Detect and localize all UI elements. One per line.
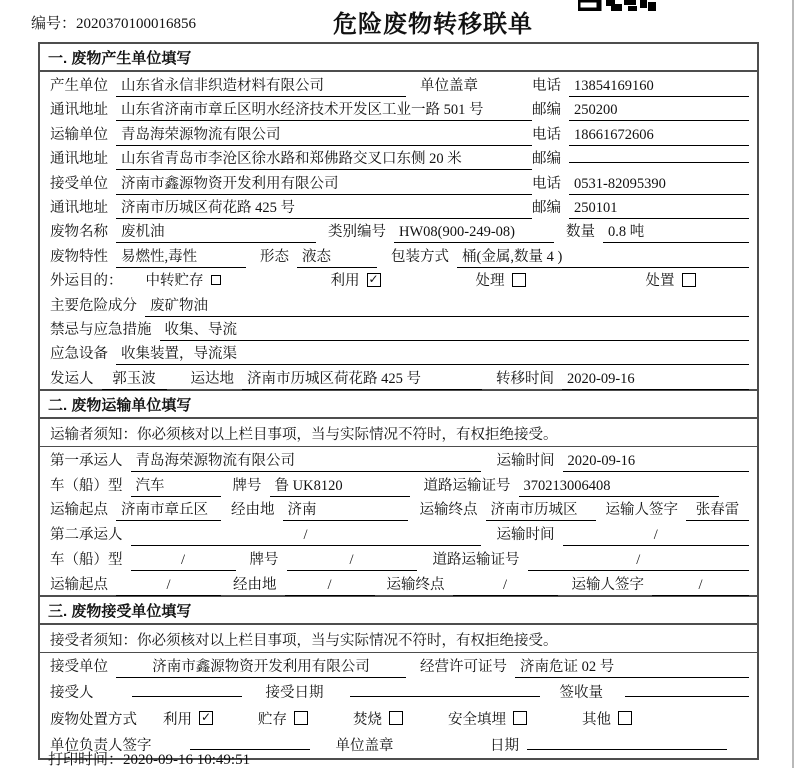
address-label: 通讯地址: [50, 102, 108, 119]
route-end-label: 运输终点: [386, 576, 445, 593]
receiver-notice-row: [40, 625, 757, 653]
phone-label: 电话: [532, 175, 561, 192]
option-label: 其他: [582, 711, 611, 728]
option-label: 安全填埋: [448, 711, 506, 728]
transport-notice-text: 运输者须知：你必须核对以上栏目事项，当与实际情况不符时，有权拒绝接受。: [50, 427, 558, 444]
transporter-zip-group: [532, 147, 749, 168]
producer-zip-group: [532, 98, 749, 121]
manifest-form: [38, 42, 759, 760]
phone-label: 电话: [532, 126, 561, 143]
address-label: 通讯地址: [50, 151, 108, 168]
producer-value: 山东省永信非织造材料有限公司: [116, 74, 406, 97]
unit-seal-label: 单位盖章: [335, 737, 394, 754]
carrier2-label: 第二承运人: [50, 527, 123, 544]
transporter-phone-group: [532, 123, 749, 146]
waste-name-value: 废机油: [116, 220, 316, 243]
hazard-components-row: [40, 292, 757, 316]
sign-date-group: [490, 734, 749, 755]
acceptor-label: 接受人: [50, 685, 94, 702]
shipper-label: 发运人: [50, 370, 94, 387]
page-title: 危险废物转移联单: [333, 11, 533, 38]
producer-phone-group: [532, 74, 749, 97]
purpose-option-treat: [476, 269, 526, 290]
checkbox-unchecked: [513, 711, 527, 725]
emergency-equipment-value: 收集装置，导流渠: [116, 342, 749, 365]
destination-label: 运达地: [190, 370, 234, 387]
waste-code-label: 类别编号: [328, 224, 386, 241]
purpose-option-utilize: [331, 269, 381, 290]
transport-time-label: 运输时间: [496, 527, 555, 544]
route-end-label: 运输终点: [419, 502, 478, 519]
print-time: [48, 748, 250, 769]
road-permit-label: 道路运输证号: [423, 477, 511, 494]
transporter-row: [40, 121, 757, 145]
checkbox-checked: [199, 711, 213, 725]
plate-label: 牌号: [232, 477, 262, 494]
print-time-value: 2020-09-16 10:49:51: [123, 752, 251, 768]
emergency-equipment-row: [40, 340, 757, 364]
zip-label: 邮编: [532, 199, 561, 216]
disposal-method-row: [40, 706, 757, 732]
carrier-sign-label: 运输人签字: [605, 502, 678, 519]
transport-time-label: 运输时间: [496, 453, 555, 470]
option-label: 焚烧: [353, 711, 382, 728]
disposal-option-other: [582, 708, 632, 729]
carrier-sign-label: 运输人签字: [571, 576, 644, 593]
receiver-phone-group: [532, 172, 749, 195]
accept-unit-value: 济南市鑫源物资开发利用有限公司: [116, 655, 406, 678]
vehicle-type-value: /: [131, 552, 236, 571]
route-end-value: /: [453, 577, 558, 596]
carrier2-value: /: [131, 527, 481, 546]
plate-value: /: [287, 552, 417, 571]
waste-traits-value: 易燃性,毒性: [116, 245, 246, 268]
route-start-label: 运输起点: [50, 576, 108, 593]
zip-value: 250200: [569, 102, 749, 121]
license-value: 济南危证 02 号: [515, 655, 749, 678]
disposal-option-incinerate: [353, 708, 403, 729]
road-permit-value: /: [528, 552, 750, 571]
producer-address-row: [40, 96, 757, 120]
receiver-notice-text: 接受者须知：你必须核对以上栏目事项，当与实际情况不符时，有权拒绝接受。: [50, 633, 558, 650]
transfer-time-value: 2020-09-16: [562, 371, 749, 390]
hazard-label: 主要危险成分: [50, 297, 137, 314]
checkbox-unchecked: [211, 275, 221, 285]
section-transport-header: 二. 废物运输单位填写: [40, 389, 757, 419]
transporter-address-row: [40, 145, 757, 169]
checkbox-unchecked: [618, 711, 632, 725]
check-mark: ✓: [200, 710, 212, 725]
transfer-purpose-row: [40, 267, 757, 291]
waste-form-label: 形态: [260, 248, 289, 265]
receiver-address-row: [40, 194, 757, 218]
route-via-value: 济南: [283, 498, 408, 521]
license-label: 经营许可证号: [420, 659, 507, 676]
producer-row: [40, 72, 757, 96]
shipper-row: [40, 365, 757, 389]
carrier1-value: 青岛海荣源物流有限公司: [131, 449, 481, 472]
accept-date-label: 接受日期: [265, 685, 324, 702]
receiver-label: 接受单位: [50, 175, 108, 192]
form-number-value: 2020370100016856: [76, 16, 197, 32]
waste-code-value: HW08(900-249-08): [394, 224, 554, 243]
transfer-time-label: 转移时间: [496, 370, 554, 387]
section-producer-header: 一. 废物产生单位填写: [40, 44, 757, 72]
route2-row: [40, 571, 757, 596]
form-number-label: 编号：: [31, 16, 77, 32]
disposal-option-landfill: [448, 708, 527, 729]
purpose-option-dispose: [646, 269, 696, 290]
route1-row: [40, 496, 757, 521]
accept-unit-row: [40, 653, 757, 679]
transport-notice-row: [40, 419, 757, 447]
transfer-purpose-label: 外运目的：: [50, 273, 123, 290]
packaging-value: 桶(金属,数量 4 ): [457, 245, 749, 268]
route-start-value: 济南市章丘区: [116, 498, 221, 521]
disposal-option-utilize: [163, 708, 213, 729]
road-permit-value: 370213006408: [519, 478, 720, 497]
section-transport: [40, 389, 757, 595]
received-qty-label: 签收量: [559, 685, 603, 702]
vehicle2-row: [40, 546, 757, 571]
accept-unit-label: 接受单位: [50, 659, 108, 676]
waste-form-value: 液态: [297, 245, 377, 268]
acceptor-row: [40, 679, 757, 705]
page-edge-line: [792, 0, 794, 768]
vehicle-type-label: 车（船）型: [50, 551, 123, 568]
route-start-label: 运输起点: [50, 502, 108, 519]
route-via-value: /: [285, 577, 375, 596]
option-label: 贮存: [258, 711, 287, 728]
checkbox-unchecked: [512, 273, 526, 287]
check-mark: ✓: [368, 271, 379, 286]
vehicle-type-value: 汽车: [131, 474, 221, 497]
checkbox-unchecked: [682, 273, 696, 287]
section-receiver: [40, 595, 757, 758]
route-via-label: 经由地: [233, 576, 277, 593]
option-label: 利用: [163, 711, 192, 728]
option-label: 处理: [475, 273, 505, 290]
waste-traits-label: 废物特性: [50, 248, 108, 265]
disposal-method-label: 废物处置方式: [50, 711, 137, 728]
address-value: 山东省济南市章丘区明水经济技术开发区工业一路 501 号: [116, 98, 532, 121]
carrier-sign-value: 张春雷: [686, 498, 749, 521]
receiver-value: 济南市鑫源物资开发利用有限公司: [116, 172, 532, 195]
responsible-sign-label: 单位负责人签字: [50, 737, 152, 754]
option-label: 利用: [330, 273, 360, 290]
emergency-measures-label: 禁忌与应急措施: [50, 321, 152, 338]
checkbox-unchecked: [294, 711, 308, 725]
transport-time-value: /: [563, 527, 750, 546]
emergency-measures-value: 收集、导流: [160, 318, 750, 341]
route-start-value: /: [116, 577, 221, 596]
option-label: 处置: [645, 273, 675, 290]
destination-value: 济南市历城区荷花路 425 号: [242, 367, 482, 390]
zip-value: 250101: [569, 200, 749, 219]
date-value: [527, 748, 727, 750]
address-label: 通讯地址: [50, 199, 108, 216]
plate-label: 牌号: [249, 551, 279, 568]
carrier1-label: 第一承运人: [50, 453, 123, 470]
transporter-label: 运输单位: [50, 126, 108, 143]
transport-time-value: 2020-09-16: [563, 453, 750, 472]
road-permit-label: 道路运输证号: [432, 551, 520, 568]
phone-label: 电话: [532, 78, 561, 94]
emergency-equipment-label: 应急设备: [50, 346, 108, 363]
address-value: 济南市历城区荷花路 425 号: [116, 196, 532, 219]
option-label: 中转贮存: [145, 273, 204, 290]
date-label: 日期: [490, 737, 519, 754]
receiver-row: [40, 170, 757, 194]
checkbox-checked: [367, 273, 381, 287]
waste-traits-row: [40, 243, 757, 267]
carrier2-row: [40, 521, 757, 546]
route-via-label: 经由地: [231, 502, 275, 519]
accept-date-value: [350, 695, 540, 697]
zip-value: [569, 161, 749, 163]
purpose-option-transit: [146, 269, 221, 290]
checkbox-unchecked: [389, 711, 403, 725]
waste-name-row: [40, 218, 757, 242]
producer-label: 产生单位: [50, 78, 108, 94]
shipper-value: 郭玉波: [102, 367, 167, 390]
zip-label: 邮编: [532, 151, 561, 168]
form-number: [31, 12, 196, 33]
acceptor-value: [132, 695, 242, 697]
disposal-option-store: [258, 708, 308, 729]
section-receiver-header: 三. 废物接受单位填写: [40, 595, 757, 625]
route-end-value: 济南市历城区: [486, 498, 596, 521]
carrier-sign-value: /: [652, 577, 749, 596]
receiver-zip-group: [532, 196, 749, 219]
print-time-label: 打印时间：: [48, 752, 124, 768]
vehicle1-row: [40, 472, 757, 497]
carrier1-row: [40, 447, 757, 472]
received-qty-value: [625, 695, 749, 697]
address-value: 山东省青岛市李沧区徐水路和郑佛路交叉口东侧 20 米: [116, 147, 532, 170]
hazard-value: 废矿物油: [145, 294, 749, 317]
phone-value: 13854169160: [569, 78, 749, 97]
zip-label: 邮编: [532, 102, 561, 119]
vehicle-type-label: 车（船）型: [50, 477, 123, 494]
waste-name-label: 废物名称: [50, 224, 108, 241]
section-producer: [40, 44, 757, 389]
waste-qty-label: 数量: [566, 224, 595, 241]
phone-value: 18661672606: [569, 127, 749, 146]
emergency-measures-row: [40, 316, 757, 340]
unit-seal-label: 单位盖章: [420, 78, 478, 94]
packaging-label: 包装方式: [391, 248, 449, 265]
plate-value: 鲁 UK8120: [270, 474, 410, 497]
phone-value: 0531-82095390: [569, 176, 749, 195]
waste-qty-value: 0.8 吨: [603, 220, 749, 243]
qr-code-fragment: [578, 0, 656, 11]
transporter-value: 青岛海荣源物流有限公司: [116, 123, 532, 146]
